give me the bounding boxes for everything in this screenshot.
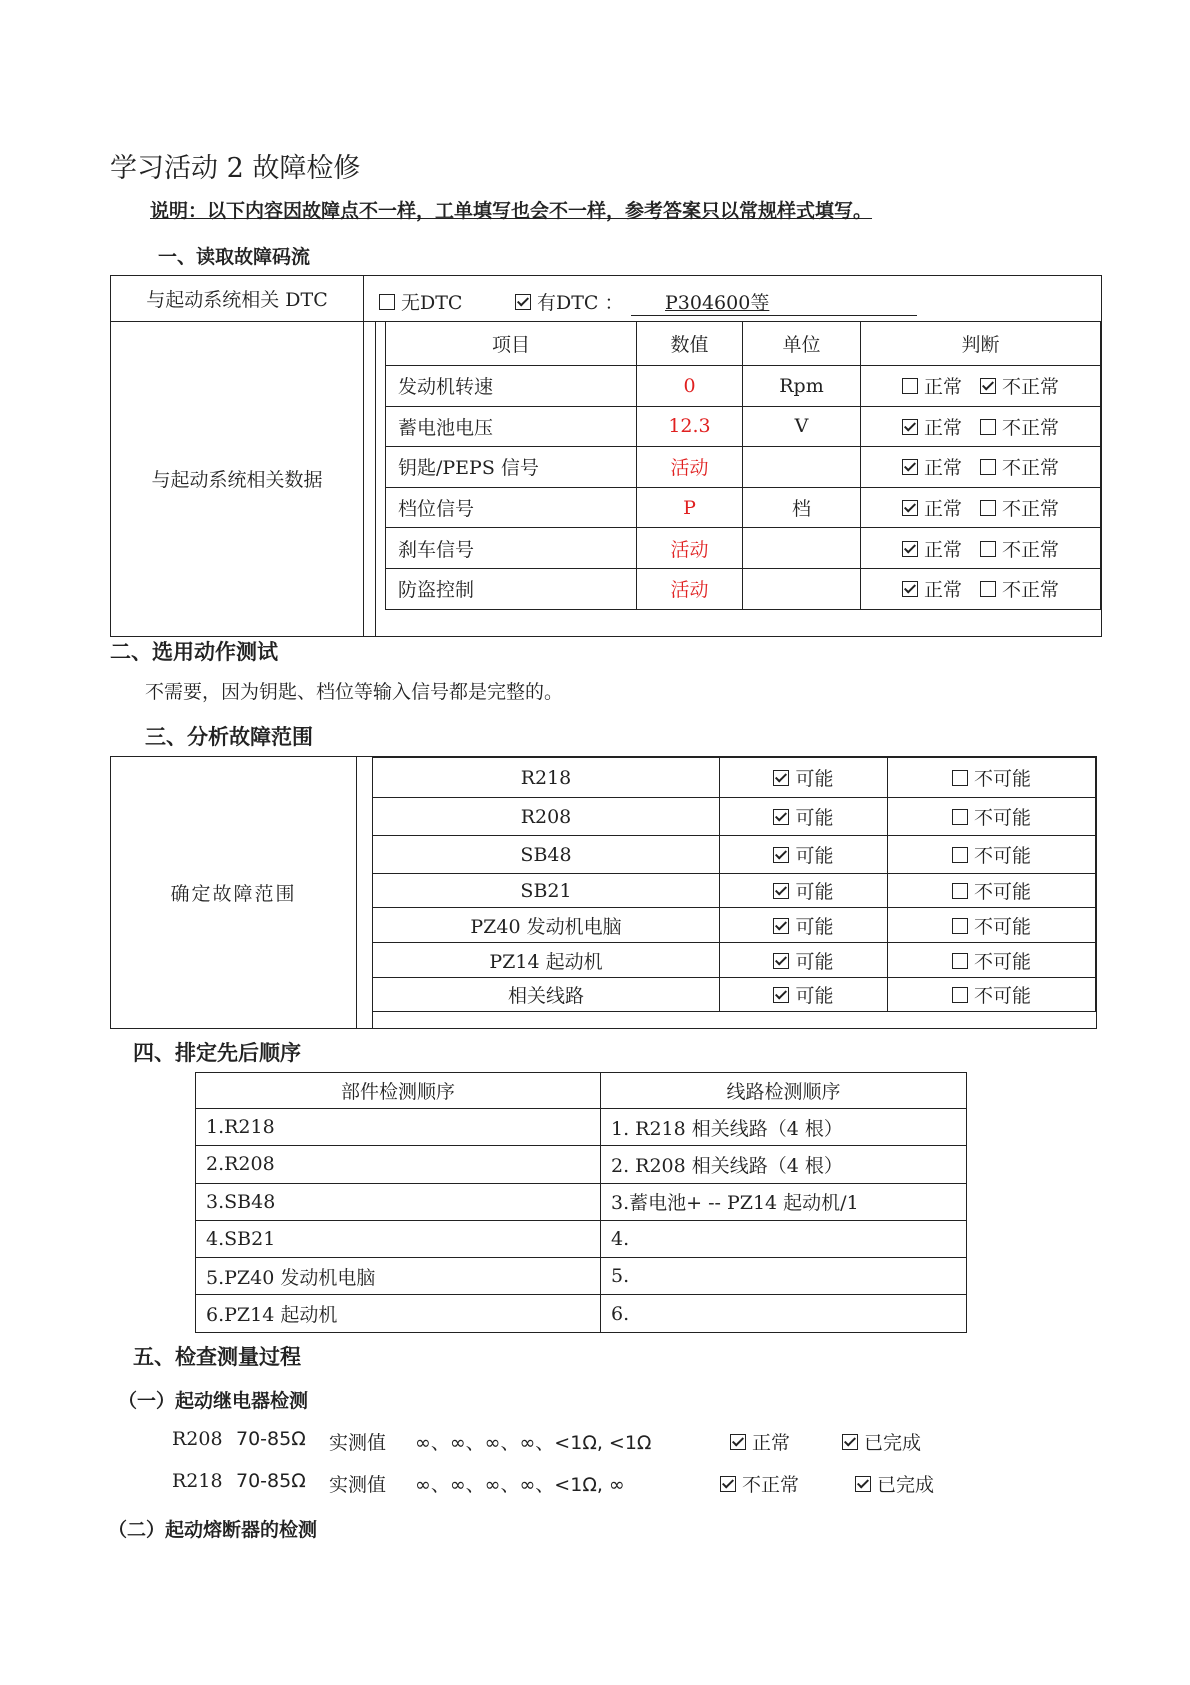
fault-range-item: SB48 [373,836,720,874]
dtc-label: 与起动系统相关 DTC [146,289,328,311]
section-4-heading: 四、排定先后顺序 [133,1041,301,1065]
fault-range-label-cell [111,757,357,1028]
abnormal-option-checkbox[interactable] [980,500,996,516]
abnormal-option-checkbox[interactable] [980,378,996,394]
possible-option-checkbox[interactable] [773,809,789,825]
order-row [196,1258,967,1295]
data-value: 活动 [637,528,743,569]
normal-label: 正常 [923,498,962,521]
fault-range-row [373,798,1096,836]
component-order-cell: 2.R208 [196,1146,601,1183]
fault-range-row [373,758,1096,798]
status-option-checkbox[interactable] [730,1434,746,1450]
possible-cell [720,798,888,836]
possible-label: 可能 [795,807,834,829]
data-row [386,487,1101,528]
data-item: 防盗控制 [386,568,637,609]
data-item: 发动机转速 [386,366,637,407]
status-option[interactable] [720,1470,799,1497]
normal-option[interactable] [902,539,962,561]
possible-label: 可能 [795,768,834,790]
data-unit [743,447,861,488]
possible-option-checkbox[interactable] [773,953,789,969]
status-label: 不正常 [742,1474,800,1496]
abnormal-label: 不正常 [1002,498,1060,521]
normal-option-checkbox[interactable] [902,459,918,475]
normal-label: 正常 [923,457,962,480]
data-label: 与起动系统相关数据 [151,469,323,491]
col-circuit-order: 线路检测顺序 [601,1073,967,1109]
normal-label: 正常 [923,538,962,561]
impossible-label: 不可能 [973,950,1031,973]
impossible-option[interactable] [952,951,1031,973]
abnormal-option[interactable] [980,539,1059,561]
possible-cell [720,874,888,908]
possible-option-checkbox[interactable] [773,770,789,786]
data-row [386,406,1101,447]
component-order-cell: 5.PZ40 发动机电脑 [196,1258,601,1295]
section-2-text: 不需要，因为钥匙、档位等输入信号都是完整的。 [145,681,564,703]
normal-option-checkbox[interactable] [902,581,918,597]
fault-range-label: 确定故障范围 [170,883,297,905]
status-option[interactable] [730,1428,790,1455]
possible-option[interactable] [773,845,833,867]
impossible-option[interactable] [952,845,1031,867]
impossible-option[interactable] [952,768,1031,790]
fault-range-item: R218 [373,758,720,798]
measured-label: 实测值 [329,1432,387,1454]
has-dtc-option[interactable] [515,288,623,315]
normal-option-checkbox[interactable] [902,541,918,557]
circuit-order-cell: 1. R218 相关线路（4 根） [601,1109,967,1146]
order-table [195,1072,967,1333]
component-order-cell: 1.R218 [196,1109,601,1146]
abnormal-option-checkbox[interactable] [980,419,996,435]
data-row [386,366,1101,407]
instruction-note: 说明：以下内容因故障点不一样，工单填写也会不一样，参考答案只以常规样式填写。 [150,200,873,222]
relay-part: R208 [172,1428,223,1450]
impossible-label: 不可能 [973,768,1031,790]
possible-option[interactable] [773,807,833,829]
data-row [386,568,1101,609]
data-stream-table [385,321,1101,610]
normal-option-checkbox[interactable] [902,419,918,435]
circuit-order-cell: 2. R208 相关线路（4 根） [601,1146,967,1183]
no-dtc-option[interactable] [379,288,462,315]
section-1-heading: 一、读取故障码流 [158,246,311,268]
data-unit: Rpm [743,366,861,407]
data-item: 蓄电池电压 [386,406,637,447]
data-item: 刹车信号 [386,528,637,569]
possible-option-checkbox[interactable] [773,987,789,1003]
abnormal-label: 不正常 [1002,538,1060,561]
abnormal-label: 不正常 [1002,579,1060,602]
subsection-1-heading: （一）起动继电器检测 [118,1390,309,1412]
data-judgement [861,568,1101,609]
impossible-label: 不可能 [973,881,1031,903]
data-item: 钥匙/PEPS 信号 [386,447,637,488]
possible-option-checkbox[interactable] [773,883,789,899]
fault-range-row [373,874,1096,908]
impossible-label: 不可能 [973,807,1031,829]
normal-option[interactable] [902,498,962,520]
order-row [196,1109,967,1146]
no-dtc-label: 无DTC [401,292,463,314]
fault-range-rows [372,757,1096,1012]
component-order-cell: 3.SB48 [196,1183,601,1220]
data-unit: 档 [743,487,861,528]
subsection-2-heading: （二）起动熔断器的检测 [108,1519,318,1541]
normal-option[interactable] [902,376,962,398]
dtc-value-field[interactable] [631,288,917,316]
abnormal-option-checkbox[interactable] [980,581,996,597]
impossible-option[interactable] [952,916,1031,938]
possible-option-checkbox[interactable] [773,918,789,934]
fault-range-item: PZ40 发动机电脑 [373,908,720,943]
possible-option[interactable] [773,881,833,903]
impossible-option[interactable] [952,985,1031,1007]
measured-values: ∞、∞、∞、∞、<1Ω, <1Ω [415,1432,652,1454]
impossible-option-checkbox[interactable] [952,918,968,934]
order-row [196,1220,967,1257]
order-row [196,1146,967,1183]
impossible-option-checkbox[interactable] [952,770,968,786]
resistance-range: 70-85Ω [236,1470,306,1492]
status-option-checkbox[interactable] [720,1476,736,1492]
possible-option[interactable] [773,951,833,973]
possible-cell [720,943,888,978]
impossible-cell [888,874,1096,908]
possible-option[interactable] [773,916,833,938]
data-value: P [637,487,743,528]
measurement-line [172,1428,992,1454]
possible-cell [720,836,888,874]
data-label-cell [111,321,364,636]
possible-label: 可能 [795,950,834,973]
measured-label: 实测值 [329,1474,387,1496]
resistance-range: 70-85Ω [236,1428,306,1450]
data-judgement [861,366,1101,407]
normal-option[interactable] [902,417,962,439]
abnormal-option-checkbox[interactable] [980,459,996,475]
circuit-order-cell: 6. [601,1295,967,1332]
normal-label: 正常 [923,579,962,602]
possible-label: 可能 [795,845,834,867]
col-item: 项目 [386,322,637,366]
measurement-line [172,1470,992,1496]
section-5-heading: 五、检查测量过程 [133,1345,301,1369]
col-judgement: 判断 [861,322,1101,366]
data-unit [743,568,861,609]
no-dtc-checkbox[interactable] [379,294,395,310]
col-value: 数值 [637,322,743,366]
possible-label: 可能 [795,881,834,903]
abnormal-label: 不正常 [1002,376,1060,399]
impossible-label: 不可能 [973,845,1031,867]
fault-range-table [110,756,1097,1029]
impossible-cell [888,836,1096,874]
fault-range-row [373,978,1096,1012]
data-row [386,528,1101,569]
circuit-order-cell: 4. [601,1220,967,1257]
impossible-option-checkbox[interactable] [952,953,968,969]
normal-option-checkbox[interactable] [902,500,918,516]
has-dtc-checkbox[interactable] [515,294,531,310]
normal-option[interactable] [902,579,962,601]
normal-option[interactable] [902,457,962,479]
component-order-cell: 6.PZ14 起动机 [196,1295,601,1332]
fault-range-item: PZ14 起动机 [373,943,720,978]
data-judgement [861,528,1101,569]
data-value: 12.3 [637,406,743,447]
impossible-label: 不可能 [973,915,1031,938]
data-unit [743,528,861,569]
impossible-option-checkbox[interactable] [952,847,968,863]
col-unit: 单位 [743,322,861,366]
impossible-option-checkbox[interactable] [952,883,968,899]
done-label: 已完成 [877,1474,935,1496]
fault-range-item: 相关线路 [373,978,720,1012]
possible-label: 可能 [795,985,834,1007]
impossible-cell [888,978,1096,1012]
section-2-heading: 二、选用动作测试 [110,640,278,664]
impossible-option-checkbox[interactable] [952,987,968,1003]
component-order-cell: 4.SB21 [196,1220,601,1257]
abnormal-option[interactable] [980,417,1059,439]
circuit-order-cell: 3.蓄电池+ -- PZ14 起动机/1 [601,1183,967,1220]
possible-label: 可能 [795,915,834,938]
abnormal-option[interactable] [980,457,1059,479]
abnormal-option[interactable] [980,579,1059,601]
done-option-checkbox[interactable] [842,1434,858,1450]
normal-label: 正常 [923,376,962,399]
fault-range-item: SB21 [373,874,720,908]
impossible-cell [888,798,1096,836]
impossible-cell [888,908,1096,943]
order-row [196,1183,967,1220]
impossible-option-checkbox[interactable] [952,809,968,825]
fault-range-row [373,836,1096,874]
order-header-row [196,1073,967,1109]
possible-cell [720,758,888,798]
impossible-option[interactable] [952,881,1031,903]
dtc-label-cell [111,276,364,322]
status-label: 正常 [752,1432,791,1454]
possible-cell [720,908,888,943]
abnormal-label: 不正常 [1002,416,1060,439]
abnormal-option[interactable] [980,498,1059,520]
section-3-heading: 三、分析故障范围 [145,725,313,749]
data-judgement [861,487,1101,528]
data-judgement [861,447,1101,488]
possible-option[interactable] [773,768,833,790]
data-judgement [861,406,1101,447]
has-dtc-label: 有DTC ： [537,292,624,314]
data-value: 活动 [637,447,743,488]
data-unit: V [743,406,861,447]
possible-option-checkbox[interactable] [773,847,789,863]
abnormal-option-checkbox[interactable] [980,541,996,557]
relay-part: R218 [172,1470,223,1492]
impossible-label: 不可能 [973,985,1031,1007]
impossible-cell [888,943,1096,978]
data-value: 活动 [637,568,743,609]
impossible-option[interactable] [952,807,1031,829]
fault-range-row [373,908,1096,943]
order-row [196,1295,967,1332]
normal-label: 正常 [923,416,962,439]
page-title: 学习活动 2 故障检修 [110,153,361,184]
col-component-order: 部件检测顺序 [196,1073,601,1109]
data-row [386,447,1101,488]
done-option[interactable] [842,1428,921,1455]
abnormal-option[interactable] [980,376,1059,398]
done-option-checkbox[interactable] [855,1476,871,1492]
fault-range-item: R208 [373,798,720,836]
possible-cell [720,978,888,1012]
dtc-value: P304600等 [665,292,770,314]
abnormal-label: 不正常 [1002,457,1060,480]
done-label: 已完成 [864,1432,922,1454]
impossible-cell [888,758,1096,798]
data-value: 0 [637,366,743,407]
data-item: 档位信号 [386,487,637,528]
data-header-row [386,322,1101,366]
dtc-table [110,275,1102,637]
circuit-order-cell: 5. [601,1258,967,1295]
done-option[interactable] [855,1470,934,1497]
measured-values: ∞、∞、∞、∞、<1Ω, ∞ [415,1474,625,1496]
fault-range-row [373,943,1096,978]
normal-option-checkbox[interactable] [902,378,918,394]
possible-option[interactable] [773,985,833,1007]
